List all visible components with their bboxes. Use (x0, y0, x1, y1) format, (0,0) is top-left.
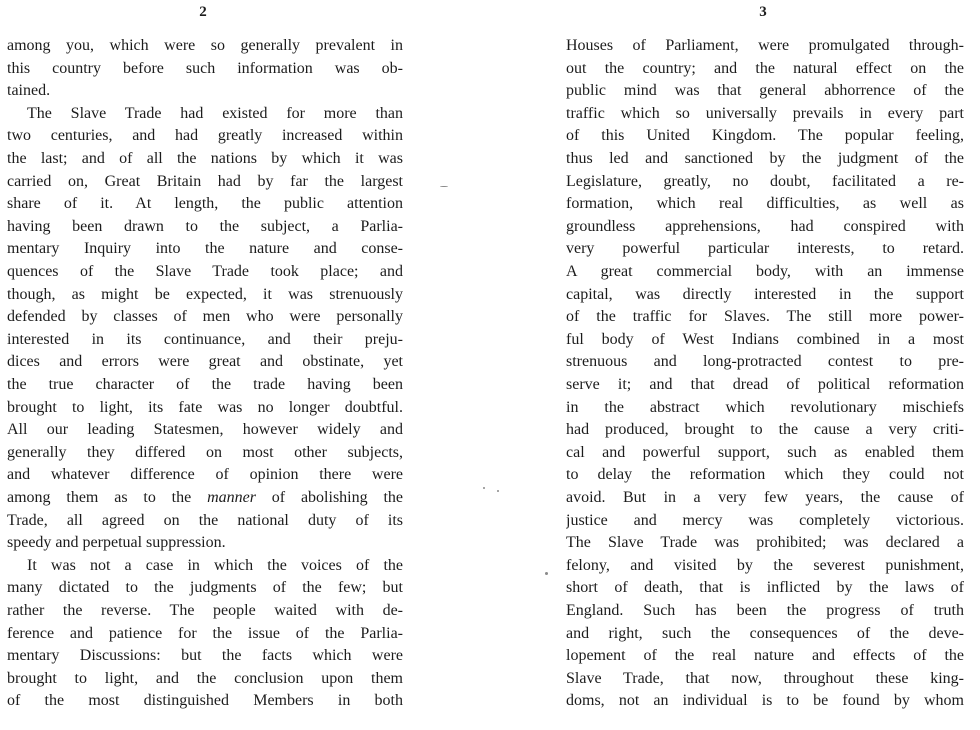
text-line: tained. (7, 82, 51, 100)
text-line: two centuries, and had greatly increased within (7, 127, 403, 145)
text-line: and right, such the consequences of the deve- (566, 624, 964, 642)
text-line: speedy and perpetual suppression. (7, 534, 226, 552)
text-line: cal and powerful support, such as enabled them (566, 443, 964, 461)
scan-speck (483, 487, 485, 489)
text-line: of the most distinguished Members in both (7, 692, 403, 710)
text-line: carried on, Great Britain had by far the largest (7, 172, 403, 190)
text-line: avoid. But in a very few years, the cause of (566, 489, 964, 506)
text-line: All our leading Statesmen, however widely and (7, 421, 403, 439)
text-line: share of it. At length, the public attention (7, 195, 403, 213)
scan-speck (440, 186, 448, 187)
line-continuation: of abolishing the (255, 489, 403, 506)
text-line: ference and patience for the issue of the Parlia- (7, 624, 403, 642)
text-line: The Slave Trade had existed for more than (27, 104, 403, 122)
text-line: generally they differed on most other subjects, (7, 443, 403, 461)
text-line: mentary Discussions: but the facts which were (7, 647, 403, 665)
text-line: serve it; and that dread of political reformation (566, 376, 964, 393)
text-line: though, as might be expected, it was strenuously (7, 285, 403, 303)
text-line: the last; and of all the nations by which it was (7, 150, 403, 167)
text-line: among them as to the manner of abolishing the (7, 489, 403, 506)
text-line: of the traffic for Slaves. The still more power- (566, 308, 964, 326)
text-line: formation, which real difficulties, as well as (566, 195, 964, 213)
text-line: the true character of the trade having been (7, 376, 403, 393)
text-line: brought to light, and the conclusion upon them (7, 669, 403, 687)
text-line: to delay the reformation which they could not (566, 466, 964, 484)
text-line: strenuous and long-protracted contest to pre- (566, 353, 964, 371)
text-line: doms, not an individual is to be found by whom (566, 692, 964, 710)
text-line: felony, and visited by the severest punishment, (566, 556, 964, 574)
text-line: England. Such has been the progress of truth (566, 602, 964, 619)
text-line: ful body of West Indians combined in a most (566, 330, 964, 348)
text-line: It was not a case in which the voices of the (27, 556, 403, 574)
text-line: public mind was that general abhorrence of the (566, 82, 964, 100)
text-line: lopement of the real nature and effects of the (566, 647, 964, 665)
text-line: capital, was directly interested in the support (566, 285, 964, 303)
text-line: having been drawn to the subject, a Parlia- (7, 217, 403, 235)
text-line: defended by classes of men who were personally (7, 308, 403, 326)
text-line: Houses of Parliament, were promulgated through- (566, 37, 964, 54)
text-line: among you, which were so generally prevalent in (7, 37, 403, 54)
text-line: Slave Trade, that now, throughout these king- (566, 669, 964, 687)
text-line: and whatever difference of opinion there were (7, 466, 403, 484)
right-page (490, 0, 980, 730)
text-line: Trade, all agreed on the national duty of its (7, 511, 403, 529)
text-line: justice and mercy was completely victorious. (566, 511, 964, 529)
text-line: quences of the Slave Trade took place; and (7, 263, 403, 280)
text-line: had produced, brought to the cause a very criti- (566, 421, 964, 439)
text-line: brought to light, its fate was no longer doubtful. (7, 398, 403, 416)
text-line: interested in its continuance, and their preju- (7, 330, 403, 348)
text-line: this country before such information was ob- (7, 59, 403, 77)
text-line: The Slave Trade was prohibited; was declared a (566, 534, 964, 552)
right-page-number: 3 (759, 4, 767, 20)
text-line: rather the reverse. The people waited with de- (7, 602, 403, 619)
text-line: groundless apprehensions, had conspired with (566, 217, 964, 235)
italic-word: manner (207, 489, 256, 506)
text-line: out the country; and the natural effect on the (566, 59, 964, 77)
text-line: A great commercial body, with an immense (566, 263, 964, 280)
text-line: dices and errors were great and obstinate, yet (7, 353, 403, 371)
text-line: mentary Inquiry into the nature and conse- (7, 240, 403, 258)
text-line: of this United Kingdom. The popular feeling, (566, 127, 964, 145)
text-line: many dictated to the judgments of the few; but (7, 579, 403, 597)
text-line: thus led and sanctioned by the judgment of the (566, 150, 964, 167)
text-line: in the abstract which revolutionary mischiefs (566, 398, 964, 416)
text-line: traffic which so universally prevails in every part (566, 104, 964, 122)
text-line: very powerful particular interests, to retard. (566, 240, 964, 258)
text-line: Legislature, greatly, no doubt, facilitated a re- (566, 172, 964, 190)
scan-speck (545, 572, 548, 575)
text-line: short of death, that is inflicted by the laws of (566, 579, 964, 597)
left-page-number: 2 (199, 4, 207, 20)
scan-speck (497, 490, 499, 492)
